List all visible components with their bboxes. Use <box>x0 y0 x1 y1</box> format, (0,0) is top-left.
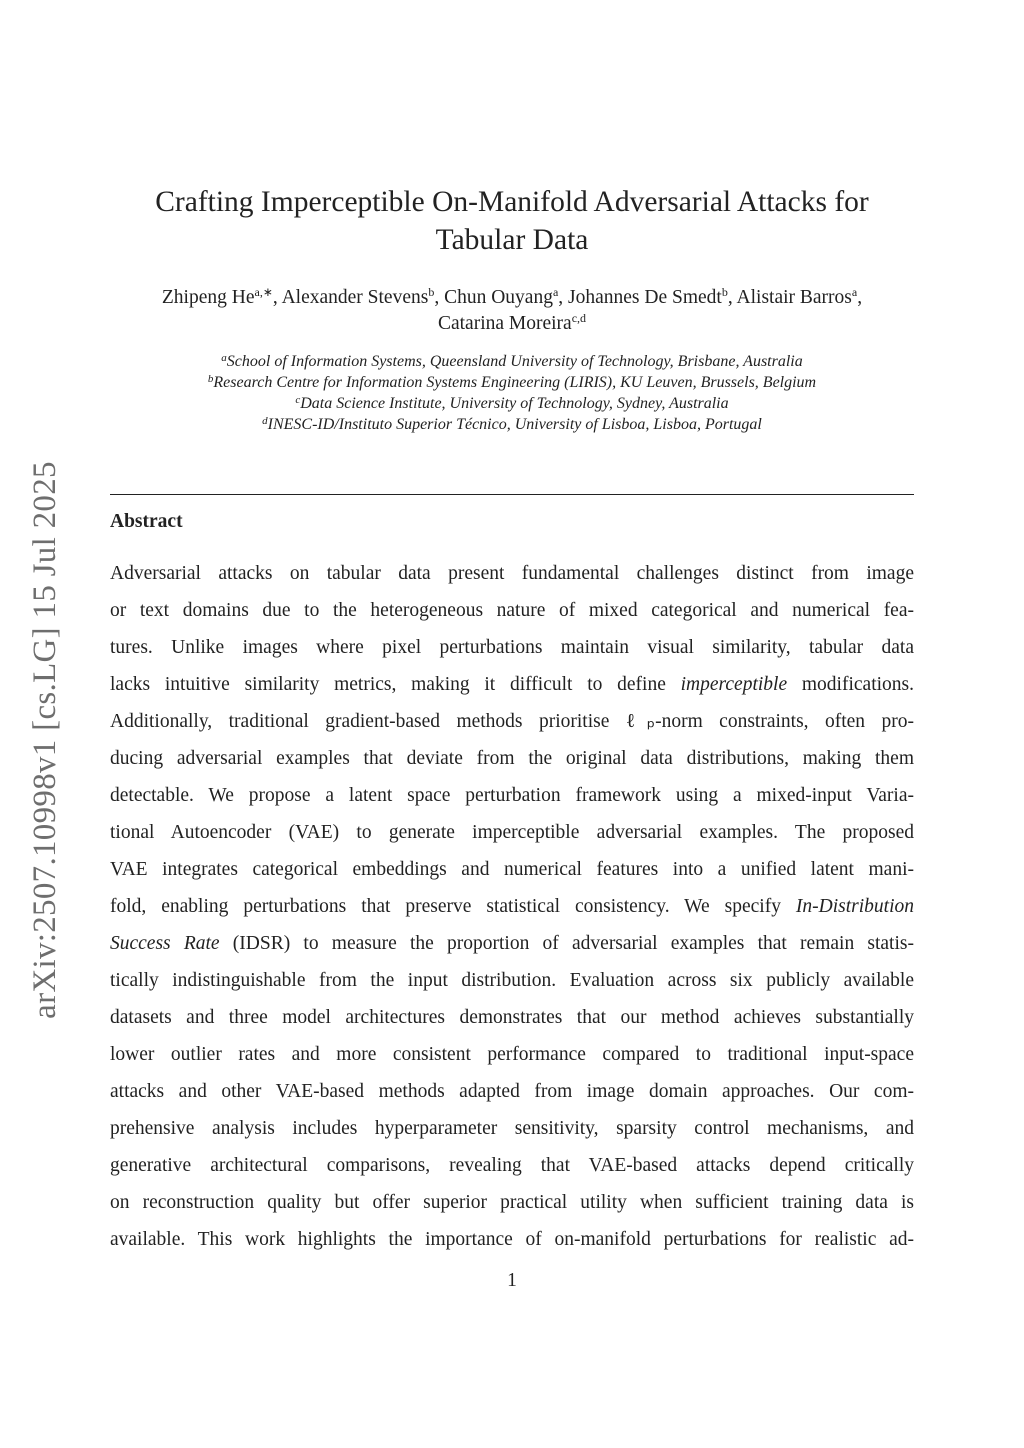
abstract-rule <box>110 494 914 495</box>
page-number: 1 <box>507 1270 517 1291</box>
affiliation-list <box>110 351 914 435</box>
abstract-heading: Abstract <box>110 511 183 532</box>
author-name: Zhipeng He <box>161 287 255 308</box>
author-name: Alistair Barros <box>736 287 852 308</box>
abstract-line: datasets and three model architectures demonstrates that our method achieves substantially <box>110 1007 914 1028</box>
author-affiliation-mark: a <box>552 285 559 299</box>
author <box>282 287 445 308</box>
author-separator: , <box>434 287 445 308</box>
affiliation-text: Research Centre for Information Systems Engineering (LIRIS), KU Leuven, Brussels, Belgium <box>213 374 817 391</box>
author-affiliation-mark: a <box>851 285 858 299</box>
abstract-body <box>110 555 914 1258</box>
abstract-line: prehensive analysis includes hyperparameter sensitivity, sparsity control mechanisms, and <box>110 1118 914 1139</box>
affiliation <box>110 372 914 393</box>
abstract-line: attacks and other VAE-based methods adapted from image domain approaches. Our com- <box>110 1081 914 1102</box>
author-affiliation-mark: c,d <box>571 311 587 325</box>
abstract-line: on reconstruction quality but offer superior practical utility when sufficient training data is <box>110 1192 914 1213</box>
emphasized-term: imperceptible <box>680 674 788 695</box>
author-separator: , <box>727 287 737 308</box>
abstract-line: ducing adversarial examples that deviate from the original data distributions, making them <box>110 748 914 769</box>
author-separator: , <box>558 287 569 308</box>
affiliation-text: School of Information Systems, Queensland University of Technology, Brisbane, Australia <box>226 353 803 370</box>
abstract-line: generative architectural comparisons, revealing that VAE-based attacks depend critically <box>110 1155 914 1176</box>
abstract-line: available. This work highlights the importance of on-manifold perturbations for realistic ad- <box>110 1229 914 1250</box>
abstract-line: tures. Unlike images where pixel perturbations maintain visual similarity, tabular data <box>110 637 914 658</box>
author-affiliation-mark: b <box>721 285 728 299</box>
author-name: Catarina Moreira <box>437 313 572 334</box>
affiliation-text: Data Science Institute, University of Technology, Sydney, Australia <box>300 395 729 412</box>
author-list <box>110 285 914 337</box>
abstract-line: Adversarial attacks on tabular data present fundamental challenges distinct from image <box>110 563 914 584</box>
abstract-line: Success Rate (IDSR) to measure the proportion of adversarial examples that remain statis- <box>110 933 914 954</box>
author <box>568 287 737 308</box>
author-affiliation-mark: a,∗ <box>254 285 273 299</box>
arxiv-side-stamp: arXiv:2507.10998v1 [cs.LG] 15 Jul 2025 <box>27 461 63 1019</box>
affiliation-text: INESC-ID/Instituto Superior Técnico, University of Lisboa, Lisboa, Portugal <box>267 416 762 433</box>
affiliation-mark: a <box>221 352 227 364</box>
affiliation-mark: b <box>207 373 214 385</box>
paper-title: Crafting Imperceptible On-Manifold Adversarial Attacks for Tabular Data <box>155 186 869 256</box>
abstract-line: detectable. We propose a latent space perturbation framework using a mixed-input Varia- <box>110 785 914 806</box>
abstract-line: tional Autoencoder (VAE) to generate imperceptible adversarial examples. The proposed <box>110 822 914 843</box>
author-separator: , <box>272 287 282 308</box>
emphasized-term: Success Rate <box>110 933 220 954</box>
affiliation-mark: c <box>295 394 301 406</box>
author-name: Chun Ouyang <box>444 287 553 308</box>
author <box>737 287 863 308</box>
abstract-line: tically indistinguishable from the input distribution. Evaluation across six publicly available <box>110 970 914 991</box>
author-name: Alexander Stevens <box>281 287 429 308</box>
abstract-line: Additionally, traditional gradient-based methods prioritise ℓₚ-norm constraints, often pro- <box>110 711 914 732</box>
emphasized-term: In-Distribution <box>795 896 914 917</box>
affiliation <box>110 351 914 372</box>
affiliation-mark: d <box>262 415 268 427</box>
affiliation <box>110 393 914 414</box>
author-name: Johannes De Smedt <box>568 287 722 308</box>
author-separator: , <box>857 287 863 308</box>
author-affiliation-mark: b <box>428 285 435 299</box>
author <box>444 287 568 308</box>
abstract-line: or text domains due to the heterogeneous nature of mixed categorical and numerical fea- <box>110 600 914 621</box>
abstract-line: fold, enabling perturbations that preserve statistical consistency. We specify In-Distribution <box>110 896 914 917</box>
author <box>438 313 586 334</box>
abstract-line: lacks intuitive similarity metrics, making it difficult to define imperceptible modifications. <box>110 674 914 695</box>
abstract-line: VAE integrates categorical embeddings and numerical features into a unified latent mani- <box>110 859 914 880</box>
abstract-line: lower outlier rates and more consistent performance compared to traditional input-space <box>110 1044 914 1065</box>
author <box>162 287 282 308</box>
affiliation <box>110 414 914 435</box>
